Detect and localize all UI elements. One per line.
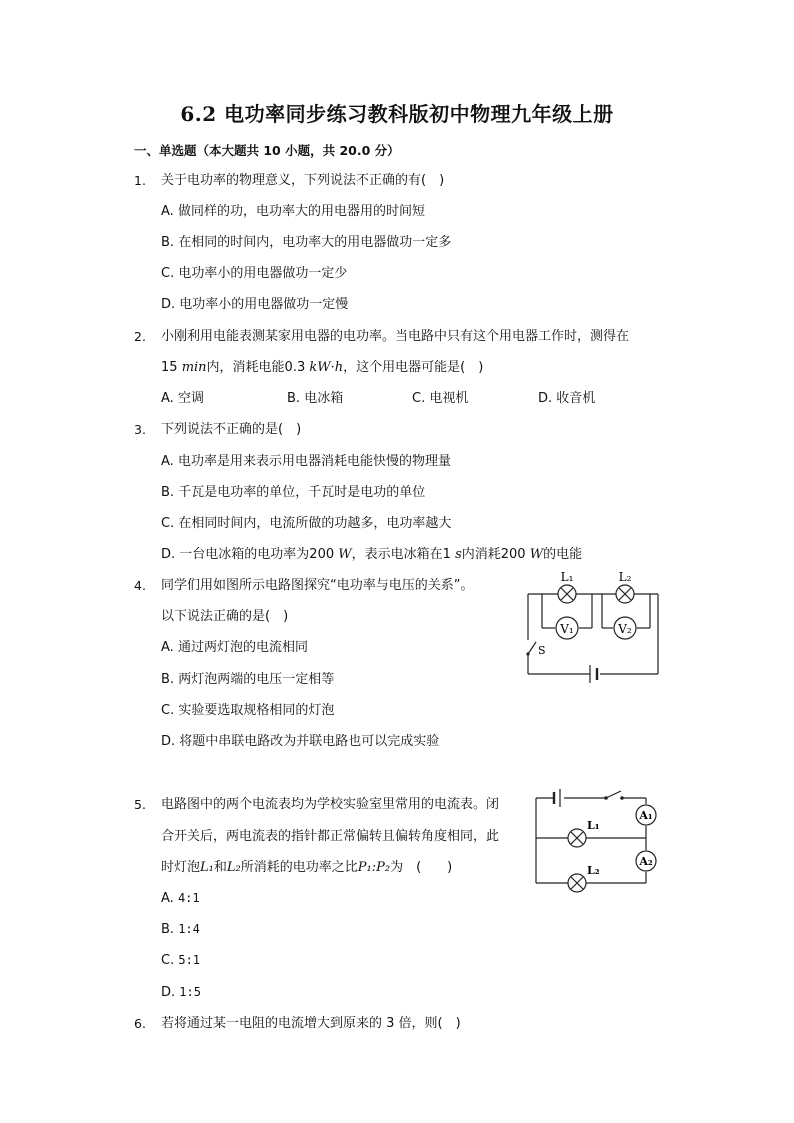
question-stem-line-3: 时灯泡L₁和L₂所消耗的电功率之比P₁:P₂为 ( ) <box>161 860 453 875</box>
lamp-l2 <box>616 585 634 603</box>
question-stem-line-2: 以下说法正确的是( ) <box>161 609 289 624</box>
question-number: 5. <box>134 797 146 812</box>
option-b: B. 电冰箱 <box>287 391 344 406</box>
question-stem-line-1: 同学们用如图所示电路图探究“电功率与电压的关系”。 <box>161 578 474 593</box>
lamp-l1 <box>568 829 586 847</box>
question-stem-line-2: 合开关后，两电流表的指针都正常偏转且偏转角度相同，此 <box>161 829 500 844</box>
option-a: A. 通过两灯泡的电流相同 <box>161 640 308 655</box>
lamp-l2 <box>568 874 586 892</box>
option-a: A. 4:1 <box>161 891 200 906</box>
question-number: 3. <box>134 422 146 437</box>
circuit-diagram-q5 <box>532 788 662 900</box>
option-d: D. 电功率小的用电器做功一定慢 <box>161 297 349 312</box>
switch-contact <box>620 796 624 800</box>
option-d: D. 1:5 <box>161 985 201 1000</box>
option-b: B. 两灯泡两端的电压一定相等 <box>161 672 335 687</box>
label-v2: V₂ <box>618 622 632 636</box>
option-a: A. 电功率是用来表示用电器消耗电能快慢的物理量 <box>161 454 451 469</box>
switch-pivot <box>526 652 529 655</box>
option-d: D. 将题中串联电路改为并联电路也可以完成实验 <box>161 734 440 749</box>
question-stem-line-2: 15 min内，消耗电能0.3 kW·h，这个用电器可能是( ) <box>161 360 484 375</box>
option-d: D. 一台电冰箱的电功率为200 W，表示电冰箱在1 s内消耗200 W的电能 <box>161 547 583 562</box>
label-l2: L₂ <box>618 570 632 584</box>
label-s: S <box>538 644 546 657</box>
label-l2: L₂ <box>587 864 600 877</box>
question-stem: 关于电功率的物理意义，下列说法不正确的有( ) <box>161 173 445 188</box>
question-stem-line-1: 电路图中的两个电流表均为学校实验室里常用的电流表。闭 <box>161 797 500 812</box>
lamp-l1 <box>558 585 576 603</box>
section-heading: 一、单选题（本大题共 10 小题，共 20.0 分） <box>134 143 400 158</box>
option-b: B. 千瓦是电功率的单位，千瓦时是电功的单位 <box>161 485 426 500</box>
page-title: 6.2 电功率同步练习教科版初中物理九年级上册 <box>180 102 614 126</box>
label-v1: V₁ <box>560 622 574 636</box>
label-l1: L₁ <box>587 819 600 832</box>
question-number: 2. <box>134 329 146 344</box>
label-a2: A₂ <box>639 855 653 868</box>
option-a: A. 空调 <box>161 391 204 406</box>
option-c: C. 5:1 <box>161 953 201 968</box>
question-stem: 下列说法不正确的是( ) <box>161 422 302 437</box>
question-stem: 若将通过某一电阻的电流增大到原来的 3 倍，则( ) <box>161 1016 461 1031</box>
label-a1: A₁ <box>639 809 653 822</box>
question-number: 6. <box>134 1016 146 1031</box>
option-d: D. 收音机 <box>538 391 596 406</box>
option-b: B. 在相同的时间内，电功率大的用电器做功一定多 <box>161 235 452 250</box>
option-a: A. 做同样的功，电功率大的用电器用的时间短 <box>161 204 425 219</box>
question-stem-line-1: 小刚利用电能表测某家用电器的电功率。当电路中只有这个用电器工作时，测得在 <box>161 329 630 344</box>
option-b: B. 1:4 <box>161 922 200 937</box>
option-c: C. 电视机 <box>412 391 469 406</box>
question-number: 4. <box>134 578 146 593</box>
option-c: C. 电功率小的用电器做功一定少 <box>161 266 348 281</box>
question-number: 1. <box>134 173 146 188</box>
option-c: C. 实验要选取规格相同的灯泡 <box>161 703 335 718</box>
circuit-diagram-q4 <box>518 568 668 688</box>
option-c: C. 在相同时间内，电流所做的功越多，电功率越大 <box>161 516 452 531</box>
switch-pivot <box>604 796 608 800</box>
label-l1: L₁ <box>560 570 574 584</box>
